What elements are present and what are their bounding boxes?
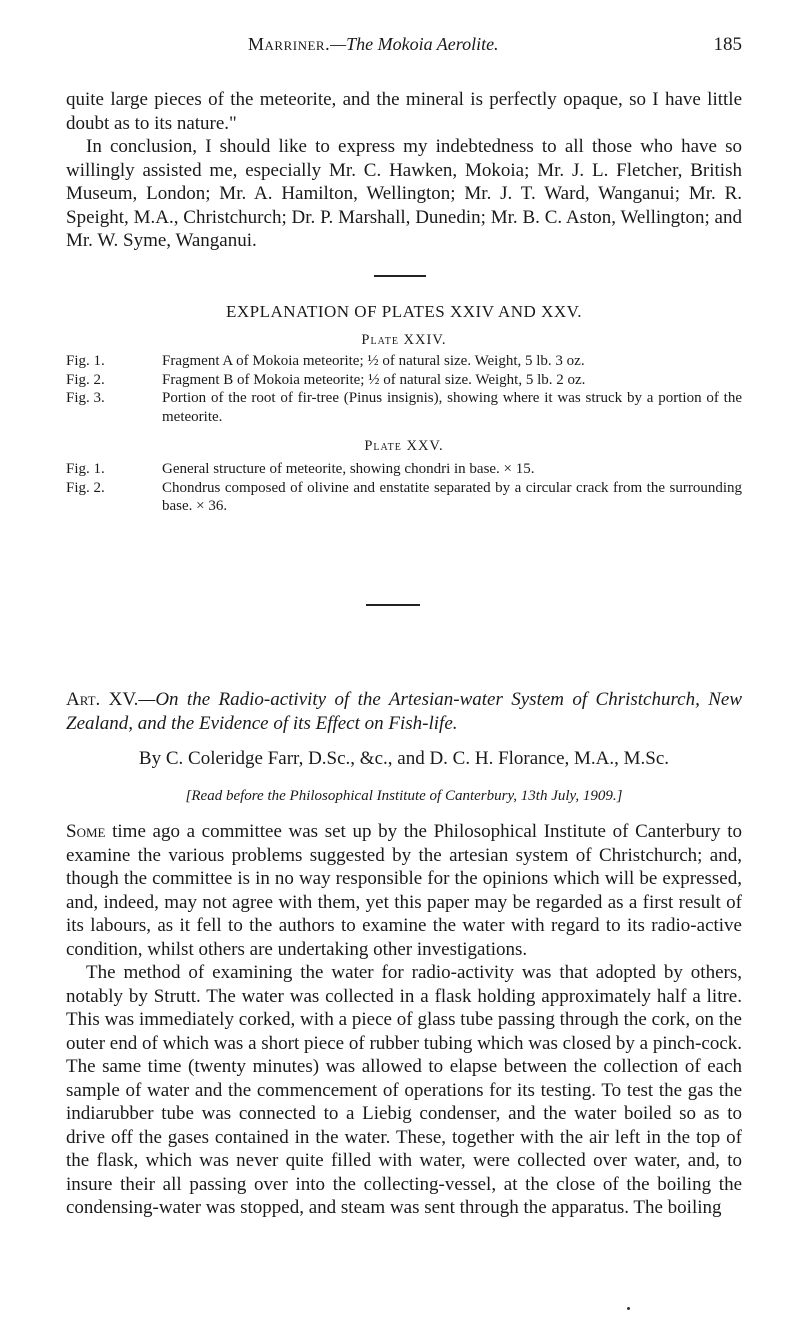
paragraph-acknowledgements: In conclusion, I should like to express my indebtedness to all those who have so willingly assisted me, especially Mr. C. Hawken, Mokoia; Mr. J. L. Fletcher, British Museum, London; Mr. A. Hamilton, Wellington; Mr. J. T. Ward, Wanganui; Mr. R. Speight, M.A., Christchurch; Dr. P. Marshall, Dunedin; Mr. B. C. Aston, Wellington; and Mr. W. Syme, Wanganui. [66,136,742,251]
plate-xxv-fig-2 [66,479,742,516]
fig-caption: Fragment B of Mokoia meteorite; ½ of natural size. Weight, 5 lb. 2 oz. [162,371,586,388]
running-head [66,34,742,58]
article-paragraph-1-text: time ago a committee was set up by the Philosophical Institute of Canterbury to examine the various problems suggested by the artesian system of Christchurch; and, though the committee is in no way responsible for the opinions which will be expressed, and, indeed, may not agree with them, yet this paper may be regarded as a first result of its labours, as it fell to the authors to examine the water with regard to its radio-active condition, whilst others are undertaking other investigations. [66,821,742,960]
plate-xxiv-fig-3 [66,389,742,426]
section-divider-short [374,275,426,277]
fig-caption: General structure of meteorite, showing chondri in base. × 15. [162,461,535,477]
fig-number: Fig. 3. [66,390,105,406]
running-article-title: —The Mokoia Aerolite. [330,34,499,54]
article-byline: By C. Coleridge Farr, D.Sc., &c., and D. C. H. Florance, M.A., M.Sc. [138,748,670,769]
read-before-note: [Read before the Philosophical Institute of Canterbury, 13th July, 1909.] [185,788,623,804]
article-paragraph-2: The method of examining the water for radio-activity was that adopted by others, notably by Strutt. The water was collected in a flask holding approximately half a litre. This was immediately corked, with a piece of glass tube passing through the cork, on the outer end of which was a short piece of rubber tubing which was closed by a pinch-cock. The same time (twenty minutes) was allowed to elapse between the collection of each sample of water and the commencement of operations for its testing. To test the gas the indiarubber tube was connected to a Liebig condenser, and the water boiled so as to drive off the gases contained in the water. These, together with the air left in the top of the flask, which was never quite filled with water, were collected over water, and, to insure their all passing over into the collecting-vessel, at the close of the boiling the condensing-water was stopped, and steam was sent through the apparatus. The boiling [66,962,742,1218]
article-label: Art. XV. [66,689,139,710]
page-number: 185 [713,34,742,55]
plate-xxv-fig-1 [66,460,742,479]
plate-xxv-title: Plate XXV. [364,438,444,454]
article-title [66,688,742,736]
fig-number: Fig. 2. [66,371,105,388]
plate-xxiv-title: Plate XXIV. [361,332,447,348]
previous-article-tail [66,88,742,253]
fig-number: Fig. 1. [66,353,105,369]
article-lead-word: Some [66,821,106,842]
print-speck [627,1307,630,1310]
plate-xxiv-fig-1 [66,352,742,371]
article-title-text: —On the Radio-activity of the Artesian-water System of Christchurch, New Zealand, and the Evidence of its Effect on Fish-life. [66,689,743,734]
fig-number: Fig. 2. [66,479,105,496]
fig-number: Fig. 1. [66,461,105,477]
section-divider-long [366,604,420,606]
plate-xxiv-fig-2 [66,371,742,390]
running-title [248,34,499,55]
plate-xxiv-figure-list [66,352,742,426]
running-author: Marriner. [248,34,331,54]
paragraph-quote-end: quite large pieces of the meteorite, and the mineral is perfectly opaque, so I have little doubt as to its nature." [66,89,742,134]
plates-explanation-heading: EXPLANATION OF PLATES XXIV AND XXV. [226,302,582,321]
fig-caption: Portion of the root of fir-tree (Pinus insignis), showing where it was struck by a portion of the meteorite. [162,390,742,425]
plate-xxv-figure-list [66,460,742,516]
fig-caption: Chondrus composed of olivine and enstatite separated by a circular crack from the surrounding base. × 36. [162,479,742,514]
article-paragraph-1 [66,820,742,961]
fig-caption: Fragment A of Mokoia meteorite; ½ of natural size. Weight, 5 lb. 3 oz. [162,353,585,369]
article-body [66,820,742,1220]
